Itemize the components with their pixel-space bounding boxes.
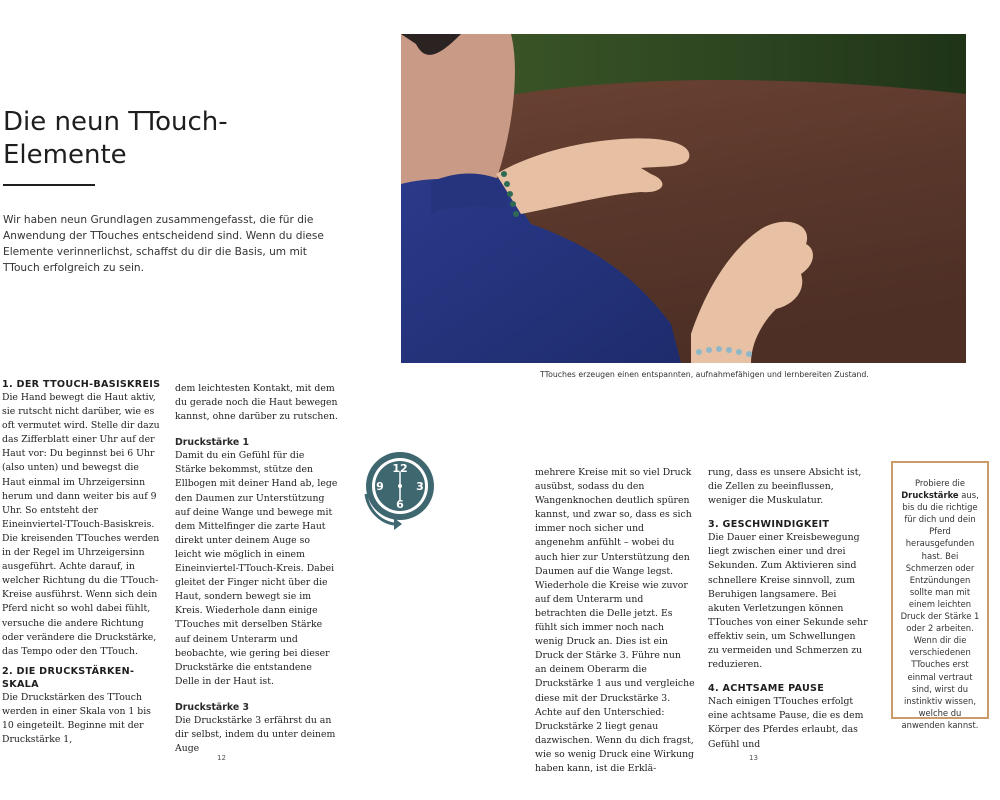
section-heading-basiskreis: 1. DER TTOUCH-BASISKREIS [2, 379, 161, 390]
title-underline [3, 184, 95, 186]
page-number-left: 12 [217, 754, 226, 762]
col2-intro-text: dem leichtesten Kontakt, mit dem du gerade noch die Haut bewegen kannst, ohne darüber zu rutschen. [175, 383, 338, 423]
col3-text: mehrere Kreise mit so viel Druck ausübst, sodass du den Wangenknochen deutlich spüren kannst, und zwar so, dass es sich immer noch sicher und angenehm anfühlt – wobei du auch hier zur Unterstützung den Daumen auf die Wange legst. Wiederhole die Kreise wie zuvor auf dem Unterarm und betrachten die Delle jetzt. Es fühlt sich immer noch nach wenig Druck an. Dies ist ein Druck der Stärke 3. Führe nun an deinem Oberarm die Druckstärke 1 aus und vergleiche diese mit der Druckstärke 3. Achte auf den Unterschied: Druckstärke 2 liegt genau dazwischen. Wenn du dich fragst, wie so wenig Druck eine Wirkung haben kann, ist die Erklä- [535, 467, 695, 774]
page-number-right: 13 [749, 754, 758, 762]
subheading-druckstaerke-1: Druckstärke 1 [175, 437, 250, 449]
photo-caption: TTouches erzeugen einen entspannten, aufnahmefähigen und lernbereiten Zustand. [540, 370, 869, 379]
druckstaerken-text: Die Druckstärken des TTouch werden in einer Skala von 1 bis 10 eingeteilt. Beginne mit der Druckstärke 1, [2, 691, 151, 746]
clock-number-9: 9 [376, 480, 384, 493]
section-heading-druckstaerken: 2. DIE DRUCKSTÄRKEN-SKALA [2, 665, 135, 690]
druckstaerke-3-text: Die Druckstärke 3 erfährst du an dir selbst, indem du unter deinem Auge [175, 714, 336, 755]
geschwindigkeit-text: Die Dauer einer Kreisbewegung liegt zwischen einer und drei Sekunden. Zum Aktivieren sind schnellere Kreise sinnvoll, zum Beruhigen langsamere. Bei akuten Verletzungen können TTouches von einer Sekunde sehr effektiv sein, um Schwellungen zu vermeiden und Schmerzen zu reduzieren. [708, 532, 868, 671]
section-heading-achtsame-pause: 4. ACHTSAME PAUSE [708, 683, 825, 695]
horse-photo [401, 34, 966, 363]
intro-paragraph: Wir haben neun Grundlagen zusammengefasst, die für die Anwendung der TTouches entscheidend sind. Wenn du diese Elemente verinnerlichst, schaffst du dir die Basis, um mit TTouch erfolgreich zu sein. [3, 214, 324, 274]
tip-text-before: Probiere die [915, 478, 965, 488]
clock-number-6: 6 [396, 498, 404, 511]
page-title: Die neun TTouch-Elemente [3, 107, 228, 170]
text-column-3 [535, 466, 695, 776]
text-column-4 [708, 466, 868, 752]
col4-intro-text: rung, dass es unsere Absicht ist, die Zellen zu beeinflussen, weniger die Muskulatur. [708, 467, 862, 507]
achtsame-pause-text: Nach einigen TTouches erfolgt eine achtsame Pause, die es dem Körper des Pferdes erlaubt, das Gefühl und [708, 696, 864, 750]
text-column-1 [2, 378, 162, 747]
druckstaerke-1-text: Damit du ein Gefühl für die Stärke bekommst, stütze den Ellbogen mit deiner Hand ab, lege den Daumen zur Unterstützung auf deine Wange und bewege mit dem Mittelfinger die zarte Haut direkt unter deinem Auge so leicht wie möglich in einem Eineinviertel-TTouch-Kreis. Dabei gleitet der Finger nicht über die Haut, sondern bewegt sie im Kreis. Wiederhole dann einige TTouches mit derselben Stärke auf deinem Unterarm und beobachte, wie gering bei dieser Druckstärke die entstandene Delle in der Haut ist. [175, 450, 338, 687]
text-column-2 [175, 382, 338, 756]
tip-text-after: aus, bis du die richtige für dich und dein Pferd herausgefunden hast. Bei Schmerzen oder Entzündungen sollte man mit einem leichten Druck der Stärke 1 oder 2 arbeiten. Wenn dir die verschiedenen TTouches erst einmal vertraut sind, wirst du instinktiv wissen, welche du anwenden kannst. [900, 490, 980, 730]
clock-number-3: 3 [416, 480, 424, 493]
section-heading-geschwindigkeit: 3. GESCHWINDIGKEIT [708, 519, 830, 531]
clock-number-12: 12 [392, 462, 408, 475]
tip-box [891, 461, 989, 730]
clock-icon [358, 450, 440, 532]
tip-text-bold: Druckstärke [901, 490, 959, 501]
subheading-druckstaerke-3: Druckstärke 3 [175, 701, 250, 713]
basiskreis-text: Die Hand bewegt die Haut aktiv, sie rutscht nicht darüber, wie es oft vermutet wird. Stelle dir dazu das Zifferblatt einer Uhr auf der Haut vor: Du beginnst bei 6 Uhr (also unten) und bewegst die Haut einmal im Uhrzeigersinn herum und dann weiter bis auf 9 Uhr. So entsteht der Eineinviertel-TTouch-Basiskreis. Die kreisenden TTouches werden in der Regel im Uhrzeigersinn ausgeführt. Achte darauf, in welcher Richtung du die TTouch-Kreise ausführst. Wenn sich dein Pferd nicht so wohl dabei fühlt, versuche die andere Richtung oder verändere die Druckstärke, das Tempo oder den TTouch. [2, 392, 160, 657]
